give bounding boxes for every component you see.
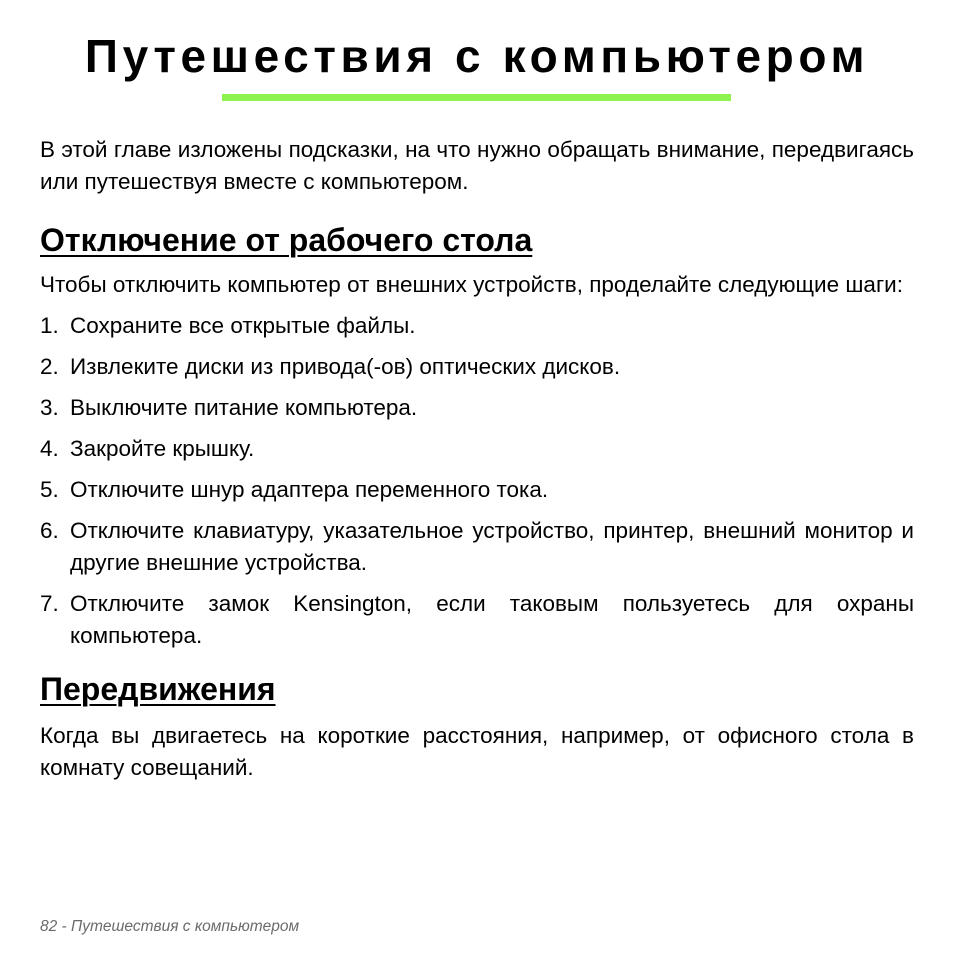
undocking-steps-list: [40, 310, 914, 652]
chapter-title: Путешествия с компьютером: [84, 30, 870, 82]
step-number: 5.: [40, 477, 59, 502]
step-text: Отключите замок Kensington, если таковым пользуетесь для охраны компьютера.: [70, 591, 914, 648]
list-item: [40, 310, 914, 342]
step-number: 4.: [40, 436, 59, 461]
section-heading-moving: Передвижения: [40, 671, 276, 707]
list-item: [40, 351, 914, 383]
list-item: [40, 588, 914, 652]
moving-paragraph: Когда вы двигаетесь на короткие расстояния, например, от офисного стола в комнату совещаний.: [40, 723, 914, 780]
step-text: Извлеките диски из привода(-ов) оптических дисков.: [70, 354, 621, 379]
section-heading-undocking: Отключение от рабочего стола: [40, 222, 533, 258]
step-number: 2.: [40, 354, 59, 379]
step-text: Сохраните все открытые файлы.: [70, 313, 416, 338]
list-item: [40, 433, 914, 465]
title-underline-bar: [222, 94, 731, 101]
step-number: 7.: [40, 591, 59, 616]
intro-paragraph: В этой главе изложены подсказки, на что нужно обращать внимание, передвигаясь или путешествуя вместе с компьютером.: [40, 137, 914, 194]
list-item: [40, 474, 914, 506]
step-text: Отключите клавиатуру, указательное устройство, принтер, внешний монитор и другие внешние устройства.: [70, 518, 914, 575]
step-number: 3.: [40, 395, 59, 420]
step-text: Отключите шнур адаптера переменного тока.: [70, 477, 549, 502]
list-item: [40, 515, 914, 579]
step-number: 1.: [40, 313, 59, 338]
step-text: Закройте крышку.: [70, 436, 255, 461]
page-footer: 82 - Путешествия с компьютером: [40, 918, 300, 935]
undocking-lead-paragraph: Чтобы отключить компьютер от внешних устройств, проделайте следующие шаги:: [40, 272, 903, 297]
page-content: [40, 134, 914, 784]
step-number: 6.: [40, 518, 59, 543]
list-item: [40, 392, 914, 424]
step-text: Выключите питание компьютера.: [70, 395, 418, 420]
